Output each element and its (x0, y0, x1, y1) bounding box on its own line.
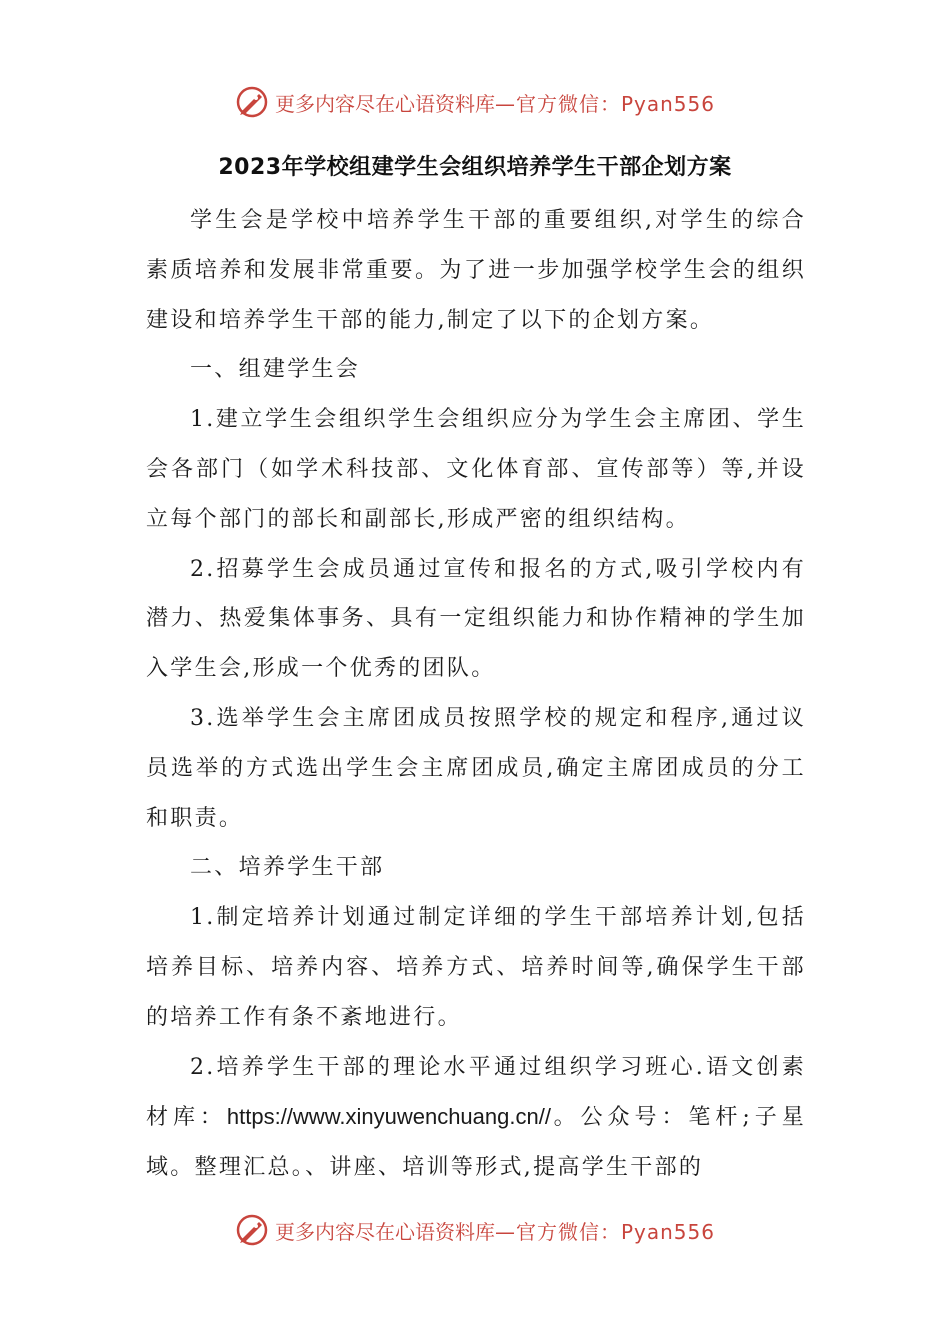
pen-logo-icon (235, 85, 269, 119)
footer-banner (0, 1208, 950, 1252)
website-url-text: https://www.xinyuwenchuang.cn// (226, 1104, 551, 1130)
banner-official-text: —官方微信：Pyan556 (494, 91, 715, 116)
intro-paragraph: 学生会是学校中培养学生干部的重要组织,对学生的综合素质培养和发展非常重要。为了进一步加强学校学生会的组织建设和培养学生干部的能力,制定了以下的企划方案。 (146, 208, 806, 333)
section1-paragraph-1: 1.建立学生会组织学生会组织应分为学生会主席团、学生会各部门（如学术科技部、文化体育部、宣传部等）等,并设立每个部门的部长和副部长,形成严密的组织结构。 (146, 407, 806, 532)
section2-paragraph-2-tail: 。公众号：笔杆;子星域。整理汇总。、讲座、培训等形式,提高学生干部的 (146, 1105, 806, 1181)
footer-brand-text: 更多内容尽在心语资料库 (274, 1219, 495, 1244)
footer-official-text: —官方微信：Pyan556 (494, 1219, 715, 1244)
section-heading-1: 一、组建学生会 (190, 357, 361, 383)
pen-logo-icon (235, 1213, 269, 1247)
section2-paragraph-1: 1.制定培养计划通过制定详细的学生干部培养计划,包括培养目标、培养内容、培养方式、培养时间等,确保学生干部的培养工作有条不紊地进行。 (146, 905, 806, 1030)
document-body (146, 196, 806, 1193)
section-heading-2: 二、培养学生干部 (190, 855, 385, 881)
document-title: 2023年学校组建学生会组织培养学生干部企划方案 (218, 155, 732, 180)
section1-paragraph-2: 2.招募学生会成员通过宣传和报名的方式,吸引学校内有潜力、热爱集体事务、具有一定组织能力和协作精神的学生加入学生会,形成一个优秀的团队。 (146, 556, 806, 682)
section2-paragraph-2-lead: 2.培养学生干部的理论水平通过组织学习班心.语文创素材库： (146, 1054, 806, 1131)
banner-brand-text: 更多内容尽在心语资料库 (274, 91, 495, 116)
header-banner (0, 80, 950, 124)
section1-paragraph-3: 3.选举学生会主席团成员按照学校的规定和程序,通过议员选举的方式选出学生会主席团成员,确定主席团成员的分工和职责。 (146, 705, 806, 831)
section2-paragraph-2 (146, 1043, 806, 1193)
